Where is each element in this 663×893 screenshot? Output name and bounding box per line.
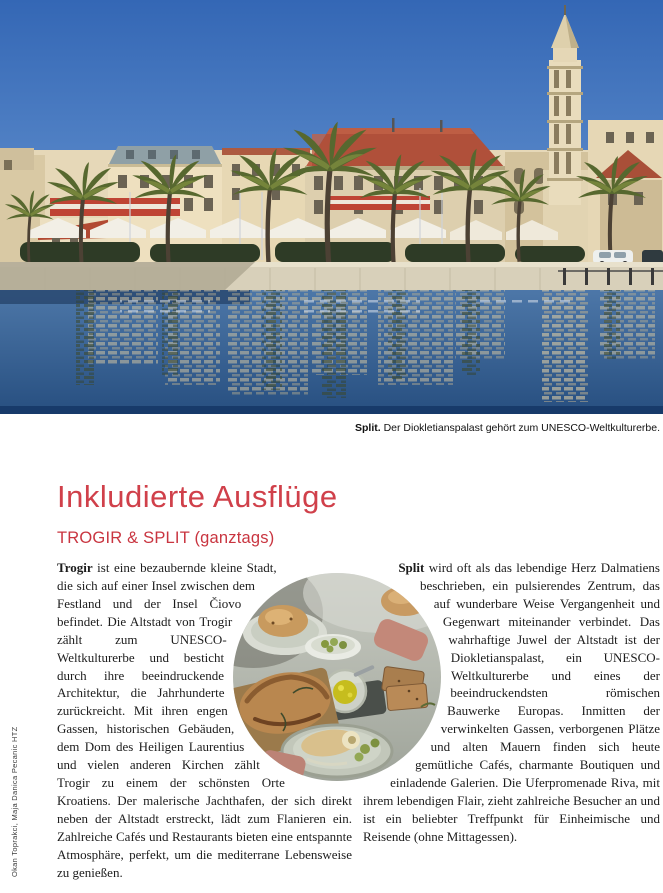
- photo-caption-text: Der Diokletianspalast gehört zum UNESCO-Weltkulturerbe.: [380, 422, 660, 434]
- photo-credit: Okan Toprakci, Maja Danica Pecanic HTZ: [10, 726, 19, 877]
- photo-caption: [0, 422, 660, 435]
- paragraph-split-text: wird oft als das lebendige Herz Dalmatiens beschrieben, ein pulsierendes Zentrum, das auf wunderbare Weise Vergangenheit und Gegenwart miteinander verbindet. Das wahrhaftige Juwel der Altstadt ist der Diokletianspalast, ein UNESCO-Weltkulturerbe und eines der beeindruckendsten römischen Bauwerke Europas. Inmitten der verwinkelten Gassen, verborgenen Plätze und alten Mauern finden sich heute gemütliche Cafés, charmante Boutiquen und einladende Galerien. Die Uferpromenade Riva, mit ihrem lebendigen Flair, zieht zahlreiche Besucher an und ist ein beliebter Treffpunkt für Einheimische und Reisende (ohne Mittagessen).: [363, 560, 660, 844]
- food-photo-circle: [233, 573, 441, 781]
- paragraph-split-lead: Split: [398, 560, 425, 576]
- paragraph-trogir-text: ist eine bezaubernde kleine Stadt, die sich auf einer Insel zwischen dem Festland und der Insel Čiovo befindet. Die Altstadt von Trogir zählt zum UNESCO-Weltkulturerbe und besticht durch ihre beeindruckende Architektur, die Jahrhunderte zurückreicht. Mit ihren engen Gassen, historischen Gebäuden, dem Dom des Heiligen Laurentius und vielen anderen Kirchen zählt Trogir zu einem der schönsten Orte Kroatiens. Der malerische Jachthafen, der sich direkt neben der Altstadt erstreckt, lädt zum Flanieren ein. Zahlreiche Cafés und Restaurants bieten eine entspannte Atmosphäre, perfekt, um die mediterrane Lebensweise zu genießen.: [57, 560, 352, 880]
- shrubs: [20, 242, 585, 262]
- water: [0, 290, 663, 414]
- quay-wall: [0, 262, 663, 290]
- paragraph-trogir-lead: Trogir: [57, 560, 93, 576]
- hero-photo: [0, 0, 663, 414]
- olive-bowl: [305, 634, 361, 660]
- page-title: Inkludierte Ausflüge: [57, 479, 338, 515]
- photo-caption-lead: Split.: [355, 422, 381, 434]
- section-subtitle: TROGIR & SPLIT (ganztags): [57, 529, 275, 548]
